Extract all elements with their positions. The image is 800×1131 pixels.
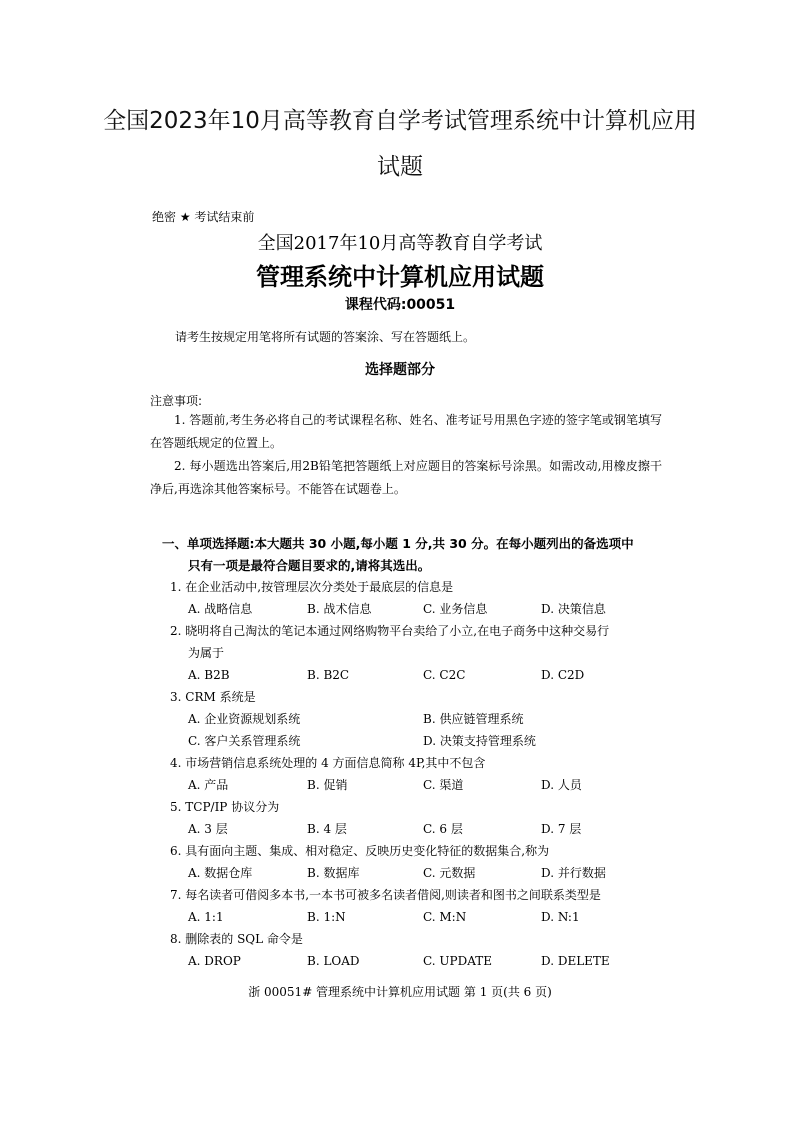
option-d: D. DELETE xyxy=(541,954,610,968)
question-text-continued: 为属于 xyxy=(188,646,225,660)
option-a: A. 1:1 xyxy=(188,910,224,924)
notes-heading: 注意事项: xyxy=(150,394,203,408)
question-options xyxy=(170,906,670,928)
question-text: 4. 市场营销信息系统处理的 4 方面信息简称 4P,其中不包含 xyxy=(170,756,486,770)
exam-subject-title: 管理系统中计算机应用试题 xyxy=(256,263,544,291)
option-b: B. LOAD xyxy=(307,954,360,968)
section-title: 选择题部分 xyxy=(365,362,435,378)
option-b: B. 促销 xyxy=(307,778,348,792)
confidential-mark: 绝密 ★ 考试结束前 xyxy=(152,210,255,224)
option-b: B. 供应链管理系统 xyxy=(423,712,524,726)
option-d: D. C2D xyxy=(541,668,585,682)
question-1 xyxy=(170,576,670,620)
page-title-line1: 全国2023年10月高等教育自学考试管理系统中计算机应用 xyxy=(103,108,697,134)
notes-list xyxy=(150,409,662,501)
question-text: 5. TCP/IP 协议分为 xyxy=(170,800,280,814)
option-c: C. 6 层 xyxy=(423,822,463,836)
question-5 xyxy=(170,796,670,840)
part-one-heading-line2: 只有一项是最符合题目要求的,请将其选出。 xyxy=(188,558,431,573)
question-7 xyxy=(170,884,670,928)
option-d: D. 决策信息 xyxy=(541,602,606,616)
question-options xyxy=(170,664,670,686)
option-a: A. DROP xyxy=(188,954,241,968)
question-options xyxy=(170,774,670,796)
option-a: A. 企业资源规划系统 xyxy=(188,712,301,726)
option-d: D. 决策支持管理系统 xyxy=(423,734,536,748)
question-8 xyxy=(170,928,670,972)
course-code: 课程代码:00051 xyxy=(344,297,456,313)
option-c: C. C2C xyxy=(423,668,466,682)
exam-name: 全国2017年10月高等教育自学考试 xyxy=(257,233,543,254)
question-text: 2. 晓明将自己淘汰的笔记本通过网络购物平台卖给了小立,在电子商务中这种交易行 xyxy=(170,624,610,638)
option-c: C. M:N xyxy=(423,910,467,924)
part-one-heading-line1: 一、单项选择题:本大题共 30 小题,每小题 1 分,共 30 分。在每小题列出的备选项中 xyxy=(162,536,634,551)
question-text: 6. 具有面向主题、集成、相对稳定、反映历史变化特征的数据集合,称为 xyxy=(170,844,550,858)
page-footer: 浙 00051# 管理系统中计算机应用试题 第 1 页(共 6 页) xyxy=(248,985,552,999)
page-title-line2: 试题 xyxy=(377,154,423,180)
question-3 xyxy=(170,686,670,752)
question-options xyxy=(170,708,670,730)
option-b: B. 战术信息 xyxy=(307,602,372,616)
question-options xyxy=(170,862,670,884)
option-a: A. B2B xyxy=(188,668,230,682)
part-one-heading xyxy=(162,533,682,577)
option-c: C. 业务信息 xyxy=(423,602,488,616)
question-6 xyxy=(170,840,670,884)
note-item: 2. 每小题选出答案后,用2B铅笔把答题纸上对应题目的答案标号涂黑。如需改动,用橡皮擦干净后,再选涂其他答案标号。不能答在试题卷上。 xyxy=(150,459,662,496)
option-a: A. 3 层 xyxy=(188,822,228,836)
option-b: B. 4 层 xyxy=(307,822,347,836)
option-d: D. 人员 xyxy=(541,778,582,792)
option-c: C. 渠道 xyxy=(423,778,464,792)
question-options xyxy=(170,730,670,752)
option-b: B. 1:N xyxy=(307,910,346,924)
question-options xyxy=(170,818,670,840)
option-b: B. B2C xyxy=(307,668,350,682)
question-text: 3. CRM 系统是 xyxy=(170,690,256,704)
option-d: D. 并行数据 xyxy=(541,866,606,880)
question-options xyxy=(170,598,670,620)
page-title xyxy=(0,98,800,190)
question-text: 7. 每名读者可借阅多本书,一本书可被多名读者借阅,则读者和图书之间联系类型是 xyxy=(170,888,601,902)
option-a: A. 数据仓库 xyxy=(188,866,253,880)
option-a: A. 产品 xyxy=(188,778,229,792)
question-text: 1. 在企业活动中,按管理层次分类处于最底层的信息是 xyxy=(170,580,454,594)
question-options xyxy=(170,950,670,972)
question-2 xyxy=(170,620,670,686)
option-a: A. 战略信息 xyxy=(188,602,253,616)
option-c: C. 客户关系管理系统 xyxy=(188,734,301,748)
general-instruction: 请考生按规定用笔将所有试题的答案涂、写在答题纸上。 xyxy=(175,330,476,344)
question-4 xyxy=(170,752,670,796)
note-item: 1. 答题前,考生务必将自己的考试课程名称、姓名、准考证号用黑色字迹的签字笔或钢笔填写在答题纸规定的位置上。 xyxy=(150,413,662,450)
question-list xyxy=(170,576,670,972)
question-text: 8. 删除表的 SQL 命令是 xyxy=(170,932,303,946)
option-c: C. 元数据 xyxy=(423,866,476,880)
option-d: D. N:1 xyxy=(541,910,580,924)
option-d: D. 7 层 xyxy=(541,822,582,836)
option-b: B. 数据库 xyxy=(307,866,360,880)
option-c: C. UPDATE xyxy=(423,954,492,968)
